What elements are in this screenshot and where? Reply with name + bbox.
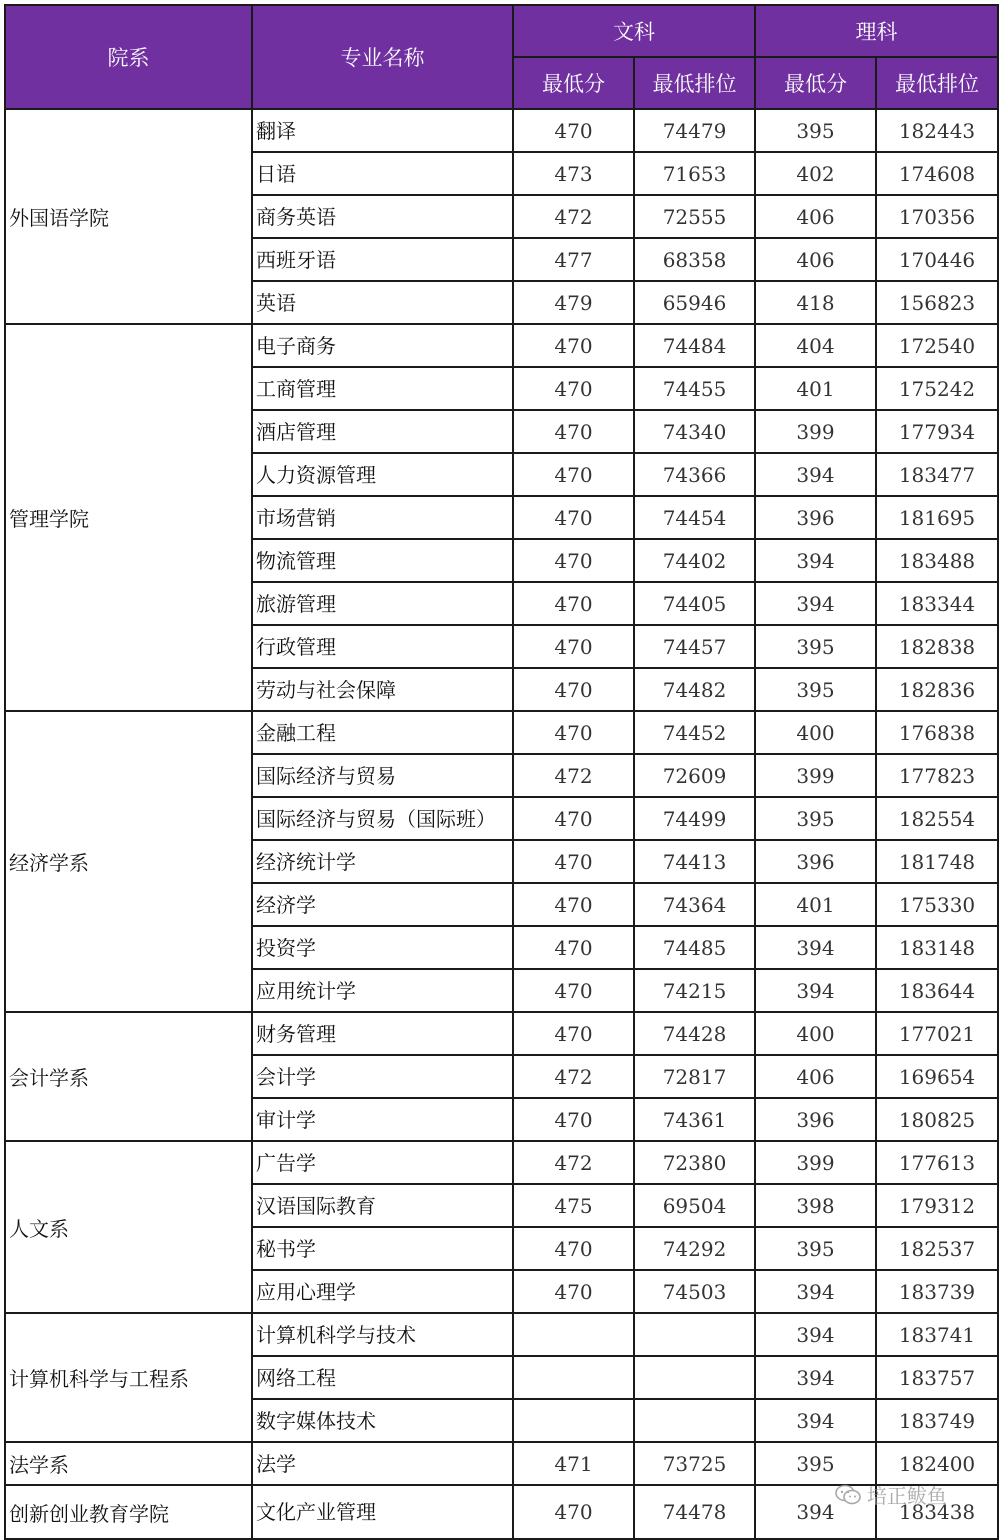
dept-cell: 人文系 [5,1141,252,1313]
li-min-rank-cell: 182400 [876,1442,998,1485]
li-min-score-cell: 394 [755,1399,876,1442]
major-cell: 金融工程 [252,711,513,754]
major-cell: 旅游管理 [252,582,513,625]
wen-min-rank-cell: 74503 [634,1270,755,1313]
wen-min-score-cell [513,1356,634,1399]
wen-min-score-cell: 471 [513,1442,634,1485]
li-min-score-cell: 398 [755,1184,876,1227]
wen-min-rank-cell: 74482 [634,668,755,711]
li-min-score-cell: 394 [755,582,876,625]
wechat-icon [835,1484,861,1506]
li-min-rank-cell: 170446 [876,238,998,281]
li-min-rank-cell: 182537 [876,1227,998,1270]
wen-min-score-cell: 470 [513,367,634,410]
wen-min-rank-cell: 74366 [634,453,755,496]
major-cell: 工商管理 [252,367,513,410]
li-min-score-cell: 399 [755,410,876,453]
wen-min-score-cell: 479 [513,281,634,324]
wen-min-score-cell: 470 [513,453,634,496]
wen-min-score-cell: 470 [513,1485,634,1539]
major-cell: 劳动与社会保障 [252,668,513,711]
li-min-rank-cell: 177613 [876,1141,998,1184]
wen-min-score-cell: 470 [513,1270,634,1313]
wen-min-rank-cell: 73725 [634,1442,755,1485]
wen-min-rank-cell [634,1313,755,1356]
li-min-rank-cell: 179312 [876,1184,998,1227]
major-cell: 文化产业管理 [252,1485,513,1539]
wen-min-rank-cell: 74455 [634,367,755,410]
li-min-rank-cell: 177021 [876,1012,998,1055]
wen-min-score-cell: 470 [513,410,634,453]
wen-min-score-cell: 470 [513,109,634,152]
li-min-score-cell: 395 [755,1227,876,1270]
major-cell: 秘书学 [252,1227,513,1270]
li-min-rank-cell: 183488 [876,539,998,582]
li-min-rank-cell: 182836 [876,668,998,711]
wen-min-score-cell: 470 [513,797,634,840]
table-row [5,109,998,152]
wen-min-score-cell: 472 [513,1141,634,1184]
major-cell: 计算机科学与技术 [252,1313,513,1356]
wen-min-rank-cell: 74364 [634,883,755,926]
major-cell: 投资学 [252,926,513,969]
dept-cell: 创新创业教育学院 [5,1485,252,1539]
li-min-rank-cell: 175330 [876,883,998,926]
wen-min-rank-cell: 69504 [634,1184,755,1227]
li-min-rank-cell: 177823 [876,754,998,797]
li-min-score-cell: 400 [755,711,876,754]
wen-min-score-cell: 470 [513,711,634,754]
li-min-score-cell: 401 [755,367,876,410]
table-row [5,1141,998,1184]
wen-min-score-cell: 470 [513,1098,634,1141]
major-cell: 英语 [252,281,513,324]
li-min-rank-cell: 183438 [876,1485,998,1539]
wen-min-rank-cell: 74485 [634,926,755,969]
li-min-rank-cell: 156823 [876,281,998,324]
wen-min-score-cell: 470 [513,1012,634,1055]
li-min-score-cell: 395 [755,109,876,152]
li-min-rank-cell: 174608 [876,152,998,195]
major-cell: 会计学 [252,1055,513,1098]
wen-min-rank-cell: 74478 [634,1485,755,1539]
li-min-rank-cell: 176838 [876,711,998,754]
table-row [5,1012,998,1055]
li-min-score-cell: 394 [755,1270,876,1313]
li-min-score-cell: 402 [755,152,876,195]
li-min-score-cell: 395 [755,625,876,668]
major-cell: 人力资源管理 [252,453,513,496]
li-min-score-cell: 396 [755,840,876,883]
dept-cell: 管理学院 [5,324,252,711]
wen-min-rank-cell: 72817 [634,1055,755,1098]
wen-min-score-cell: 470 [513,926,634,969]
wen-min-rank-cell: 74454 [634,496,755,539]
header-wen-min-rank: 最低排位 [634,57,755,109]
li-min-rank-cell: 182554 [876,797,998,840]
score-table [4,4,999,1540]
li-min-rank-cell: 182443 [876,109,998,152]
major-cell: 法学 [252,1442,513,1485]
wen-min-rank-cell [634,1356,755,1399]
wen-min-rank-cell: 65946 [634,281,755,324]
wen-min-rank-cell: 74405 [634,582,755,625]
wen-min-rank-cell: 71653 [634,152,755,195]
wen-min-rank-cell: 74428 [634,1012,755,1055]
header-wen-min-score: 最低分 [513,57,634,109]
li-min-rank-cell: 183644 [876,969,998,1012]
header-li: 理科 [755,5,998,57]
wen-min-rank-cell: 74484 [634,324,755,367]
dept-cell: 法学系 [5,1442,252,1485]
major-cell: 电子商务 [252,324,513,367]
li-min-score-cell: 406 [755,1055,876,1098]
wen-min-score-cell: 470 [513,496,634,539]
wen-min-score-cell: 477 [513,238,634,281]
wen-min-score-cell: 470 [513,883,634,926]
li-min-rank-cell: 183477 [876,453,998,496]
li-min-score-cell: 399 [755,754,876,797]
major-cell: 国际经济与贸易（国际班） [252,797,513,840]
table-row [5,1442,998,1485]
li-min-score-cell: 394 [755,1356,876,1399]
li-min-rank-cell: 181695 [876,496,998,539]
li-min-score-cell: 394 [755,1485,876,1539]
major-cell: 经济统计学 [252,840,513,883]
li-min-rank-cell: 183741 [876,1313,998,1356]
wen-min-score-cell: 470 [513,625,634,668]
li-min-score-cell: 418 [755,281,876,324]
wen-min-rank-cell: 74292 [634,1227,755,1270]
watermark-text: 培正鲅鱼 [867,1484,947,1508]
li-min-rank-cell: 183344 [876,582,998,625]
major-cell: 财务管理 [252,1012,513,1055]
header-li-min-score: 最低分 [755,57,876,109]
major-cell: 物流管理 [252,539,513,582]
wen-min-score-cell: 470 [513,840,634,883]
wen-min-rank-cell: 74452 [634,711,755,754]
wen-min-score-cell [513,1313,634,1356]
wen-min-rank-cell: 74457 [634,625,755,668]
wen-min-score-cell: 470 [513,582,634,625]
li-min-score-cell: 396 [755,1098,876,1141]
major-cell: 西班牙语 [252,238,513,281]
wen-min-score-cell: 472 [513,1055,634,1098]
li-min-score-cell: 401 [755,883,876,926]
wen-min-rank-cell: 74215 [634,969,755,1012]
wen-min-score-cell [513,1399,634,1442]
wen-min-score-cell: 472 [513,195,634,238]
wen-min-score-cell: 470 [513,324,634,367]
wen-min-score-cell: 470 [513,668,634,711]
li-min-score-cell: 396 [755,496,876,539]
wen-min-rank-cell: 68358 [634,238,755,281]
table-body [5,109,998,1539]
li-min-score-cell: 394 [755,926,876,969]
li-min-score-cell: 394 [755,969,876,1012]
li-min-score-cell: 404 [755,324,876,367]
li-min-score-cell: 394 [755,453,876,496]
major-cell: 数字媒体技术 [252,1399,513,1442]
major-cell: 审计学 [252,1098,513,1141]
major-cell: 网络工程 [252,1356,513,1399]
dept-cell: 计算机科学与工程系 [5,1313,252,1442]
major-cell: 广告学 [252,1141,513,1184]
major-cell: 日语 [252,152,513,195]
major-cell: 应用心理学 [252,1270,513,1313]
header-row-1 [5,5,998,57]
li-min-score-cell: 400 [755,1012,876,1055]
wen-min-rank-cell: 74499 [634,797,755,840]
li-min-rank-cell: 172540 [876,324,998,367]
major-cell: 商务英语 [252,195,513,238]
li-min-rank-cell: 175242 [876,367,998,410]
wen-min-score-cell: 470 [513,539,634,582]
wen-min-rank-cell: 72555 [634,195,755,238]
wen-min-rank-cell: 74413 [634,840,755,883]
wen-min-score-cell: 470 [513,969,634,1012]
wen-min-rank-cell: 74479 [634,109,755,152]
li-min-rank-cell: 182838 [876,625,998,668]
major-cell: 经济学 [252,883,513,926]
li-min-rank-cell: 177934 [876,410,998,453]
major-cell: 酒店管理 [252,410,513,453]
li-min-score-cell: 394 [755,539,876,582]
header-wen: 文科 [513,5,755,57]
major-cell: 应用统计学 [252,969,513,1012]
watermark [835,1480,947,1509]
dept-cell: 会计学系 [5,1012,252,1141]
major-cell: 市场营销 [252,496,513,539]
wen-min-score-cell: 472 [513,754,634,797]
header-dept: 院系 [5,5,252,109]
li-min-rank-cell: 181748 [876,840,998,883]
li-min-score-cell: 395 [755,668,876,711]
major-cell: 国际经济与贸易 [252,754,513,797]
li-min-score-cell: 399 [755,1141,876,1184]
li-min-score-cell: 395 [755,1442,876,1485]
wen-min-rank-cell: 74340 [634,410,755,453]
header-li-min-rank: 最低排位 [876,57,998,109]
wen-min-score-cell: 475 [513,1184,634,1227]
li-min-score-cell: 406 [755,195,876,238]
wen-min-rank-cell: 74361 [634,1098,755,1141]
li-min-rank-cell: 169654 [876,1055,998,1098]
li-min-rank-cell: 180825 [876,1098,998,1141]
li-min-rank-cell: 183739 [876,1270,998,1313]
li-min-rank-cell: 183148 [876,926,998,969]
li-min-rank-cell: 183757 [876,1356,998,1399]
wen-min-rank-cell: 74402 [634,539,755,582]
wen-min-score-cell: 470 [513,1227,634,1270]
table-row [5,324,998,367]
table-row [5,1313,998,1356]
li-min-rank-cell: 183749 [876,1399,998,1442]
wen-min-rank-cell: 72380 [634,1141,755,1184]
li-min-rank-cell: 170356 [876,195,998,238]
wen-min-rank-cell [634,1399,755,1442]
major-cell: 汉语国际教育 [252,1184,513,1227]
dept-cell: 经济学系 [5,711,252,1012]
table-row [5,711,998,754]
li-min-score-cell: 394 [755,1313,876,1356]
wen-min-rank-cell: 72609 [634,754,755,797]
dept-cell: 外国语学院 [5,109,252,324]
header-major: 专业名称 [252,5,513,109]
li-min-score-cell: 395 [755,797,876,840]
major-cell: 行政管理 [252,625,513,668]
wen-min-score-cell: 473 [513,152,634,195]
major-cell: 翻译 [252,109,513,152]
li-min-score-cell: 406 [755,238,876,281]
